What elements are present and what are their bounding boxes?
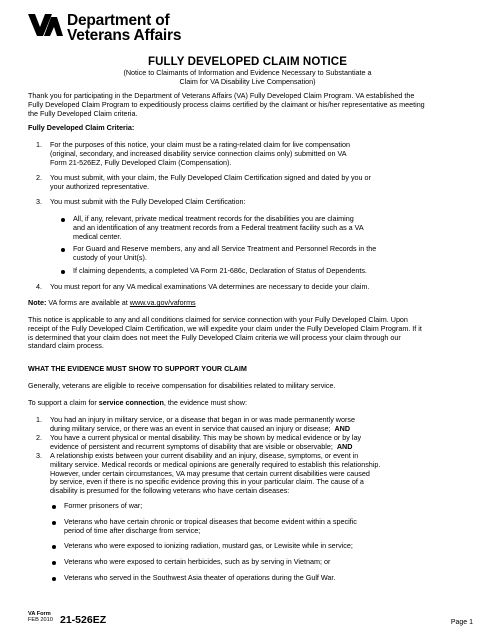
text-line: Veterans who were exposed to ionizing radiation, mustard gas, or Lewisite while in service; bbox=[64, 541, 353, 550]
text-line: the Fully Developed Claim criteria. bbox=[28, 108, 138, 118]
evidence-bullet-4 bbox=[28, 558, 476, 567]
note-text: VA forms are available at bbox=[48, 298, 128, 307]
text-line: Thank you for participating in the Department of Veterans Affairs (VA) Fully Developed Claim Program. VA established the bbox=[28, 91, 415, 100]
text-line: (original, secondary, and increased disability service connection claims only) submitted on VA bbox=[50, 148, 347, 158]
logo-line1: Department of bbox=[67, 12, 170, 29]
subtitle-line: (Notice to Claimants of Information and Evidence Necessary to Substantiate a bbox=[123, 68, 372, 77]
evidence-item-1 bbox=[28, 416, 476, 434]
applicability-paragraph bbox=[28, 316, 476, 351]
text-line: For Guard and Reserve members, any and all Service Treatment and Personnel Records in the bbox=[73, 244, 377, 253]
text-line: medical center. bbox=[73, 231, 122, 241]
text-line: Veterans who have certain chronic or tropical diseases that become evident within a specific bbox=[64, 517, 357, 526]
bullet-dot-icon bbox=[52, 577, 56, 581]
form-label-line: VA Form bbox=[28, 611, 51, 617]
bullet-dot-icon bbox=[52, 545, 56, 549]
evidence-item-2 bbox=[28, 434, 476, 452]
criteria-bullet-2 bbox=[28, 245, 476, 263]
text-line: period of time after discharge from service; bbox=[64, 525, 201, 535]
evidence-bullet-2 bbox=[28, 518, 476, 536]
evidence-general: Generally, veterans are eligible to receive compensation for disabilities related to military service. bbox=[28, 381, 336, 390]
form-date: FEB 2010 bbox=[28, 617, 53, 624]
evidence-bullet-3 bbox=[28, 542, 476, 551]
intro-paragraph bbox=[28, 92, 476, 118]
va-seal-icon bbox=[27, 12, 63, 38]
document-title: FULLY DEVELOPED CLAIM NOTICE bbox=[148, 56, 347, 68]
text-line: Form 21-526EZ, Fully Developed Claim (Compensation). bbox=[50, 157, 232, 167]
text-line: custody of your Unit(s). bbox=[73, 252, 147, 262]
note-label: Note: bbox=[28, 298, 47, 307]
text-line: Former prisoners of war; bbox=[64, 501, 143, 510]
text-span: during military service, or there was an event in service that caused an injury or disease; bbox=[50, 423, 331, 433]
text-line: standard claim process. bbox=[28, 341, 104, 351]
bullet-dot-icon bbox=[61, 270, 65, 274]
bullet-dot-icon bbox=[52, 505, 56, 509]
va-forms-link[interactable]: www.va.gov/vaforms bbox=[129, 298, 196, 307]
evidence-bullet-1 bbox=[28, 502, 476, 511]
text-line: This notice is applicable to any and all conditions claimed for service connection with your Fully Developed Claim. Upon bbox=[28, 315, 408, 324]
evidence-bullet-5 bbox=[28, 574, 476, 583]
text-line: You must submit with the Fully Developed Claim Certification: bbox=[50, 197, 246, 206]
evidence-item-3 bbox=[28, 452, 476, 496]
criteria-bullet-1 bbox=[28, 215, 476, 241]
and-label: AND bbox=[334, 423, 351, 433]
criteria-item-2 bbox=[28, 174, 476, 192]
text-line: However, under certain circumstances, VA may presume that certain current disabilities were caused bbox=[50, 468, 370, 478]
item-number: 1. bbox=[36, 415, 42, 424]
text-span: To support a claim for bbox=[28, 398, 97, 407]
text-line: All, if any, relevant, private medical treatment records for the disabilities you are claiming bbox=[73, 214, 354, 223]
and-label: AND bbox=[336, 441, 353, 451]
text-line: disability is presumed for the following veterans who have certain diseases: bbox=[50, 486, 290, 496]
logo-text bbox=[67, 13, 181, 43]
bullet-dot-icon bbox=[61, 248, 65, 252]
text-line: Veterans who served in the Southwest Asia theater of operations during the Gulf War. bbox=[64, 573, 336, 582]
item-number: 3. bbox=[36, 451, 42, 460]
text-line: your authorized representative. bbox=[50, 181, 150, 191]
evidence-support-line bbox=[28, 399, 476, 408]
form-label bbox=[28, 611, 53, 623]
form-number: 21-526EZ bbox=[60, 614, 107, 626]
text-line: You have a current physical or mental disability. This may be shown by medical evidence or by lay bbox=[50, 433, 362, 442]
text-line: military service. Medical records or medical opinions are generally required to establish this relationship. bbox=[50, 459, 381, 469]
note-line bbox=[28, 299, 476, 308]
text-line: For the purposes of this notice, your claim must be a rating-related claim for live compensation bbox=[50, 140, 351, 149]
criteria-heading: Fully Developed Claim Criteria: bbox=[28, 123, 135, 132]
bullet-dot-icon bbox=[52, 521, 56, 525]
item-number: 3. bbox=[36, 197, 42, 206]
criteria-item-1 bbox=[28, 141, 476, 167]
item-number: 1. bbox=[36, 140, 42, 149]
text-line: is determined that your claim does not meet the Fully Developed Claim criteria we will process your claim through our bbox=[28, 332, 401, 342]
item-number: 2. bbox=[36, 173, 42, 182]
subtitle-line: Claim for VA Disability Live Compensation) bbox=[179, 76, 316, 86]
text-line: If claiming dependents, a completed VA Form 21-686c, Declaration of Status of Dependents. bbox=[73, 266, 367, 275]
item-number: 4. bbox=[36, 282, 42, 291]
text-line: You must report for any VA medical examinations VA determines are necessary to decide your claim. bbox=[50, 282, 370, 291]
text-line: Fully Developed Claim Program to expeditiously process claims certified by the claimant or his/her representative as meeting bbox=[28, 99, 425, 109]
text-line: receipt of the Fully Developed Claim Certification, we will expedite your claim under the Fully Developed Claim Program. If it bbox=[28, 323, 422, 333]
text-line: A relationship exists between your current disability and an injury, disease, symptoms, or event in bbox=[50, 451, 359, 460]
service-connection-term: service connection bbox=[98, 398, 164, 407]
page-number: Page 1 bbox=[450, 619, 473, 626]
text-line: You had an injury in military service, or a disease that began in or was made permanently worse bbox=[50, 415, 355, 424]
criteria-bullet-3 bbox=[28, 267, 476, 276]
va-logo bbox=[27, 12, 181, 43]
evidence-heading: WHAT THE EVIDENCE MUST SHOW TO SUPPORT YOUR CLAIM bbox=[28, 364, 247, 373]
text-line: by service, even if there is no specific evidence proving this in your particular claim. The cause of a bbox=[50, 477, 364, 487]
text-span: , the evidence must show: bbox=[163, 398, 247, 407]
bullet-dot-icon bbox=[52, 561, 56, 565]
text-span: evidence of persistent and recurrent symptoms of disability that are visible or observable; bbox=[50, 441, 333, 451]
bullet-dot-icon bbox=[61, 218, 65, 222]
criteria-item-3 bbox=[28, 198, 476, 207]
logo-line2: Veterans Affairs bbox=[67, 27, 182, 44]
criteria-item-4 bbox=[28, 283, 476, 292]
text-line: Veterans who were exposed to certain herbicides, such as by serving in Vietnam; or bbox=[64, 557, 331, 566]
item-number: 2. bbox=[36, 433, 42, 442]
text-line: You must submit, with your claim, the Fully Developed Claim Certification signed and dated by you or bbox=[50, 173, 371, 182]
document-subtitle bbox=[100, 69, 395, 87]
text-line: and an identification of any treatment records from a Federal treatment facility such as a VA bbox=[73, 222, 364, 232]
